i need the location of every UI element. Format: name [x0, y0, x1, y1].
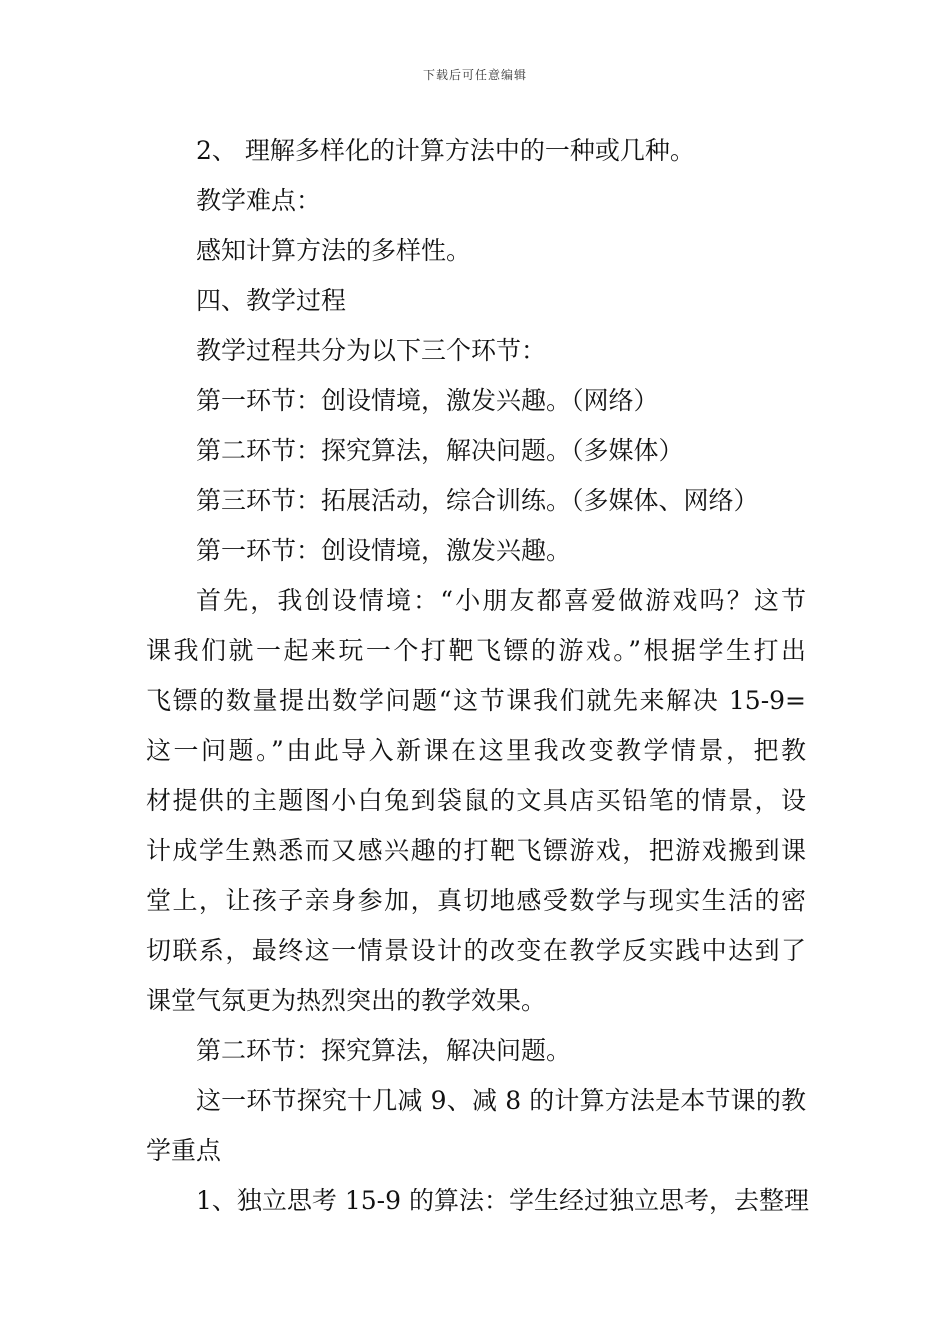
text-line: 第一环节：创设情境，激发兴趣。（网络） — [196, 386, 659, 415]
text-line: 1、独立思考 15-9 的算法：学生经过独立思考，去整理 — [196, 1186, 809, 1215]
text-line: 切联系，最终这一情景设计的改变在教学反实践中达到了 — [146, 936, 806, 965]
text-line: 飞镖的数量提出数学问题“这节课我们就先来解决 15-9= — [146, 686, 806, 715]
text-line: 课我们就一起来玩一个打靶飞镖的游戏。”根据学生打出 — [146, 636, 806, 665]
text-line: 这一环节探究十几减 9、减 8 的计算方法是本节课的教 — [196, 1086, 806, 1115]
text-line: 第二环节：探究算法，解决问题。 — [196, 1036, 572, 1065]
text-line: 这一问题。”由此导入新课在这里我改变教学情景，把教 — [146, 736, 806, 765]
text-line: 第二环节：探究算法，解决问题。（多媒体） — [196, 436, 684, 465]
text-line: 教学过程共分为以下三个环节： — [196, 336, 547, 365]
text-line: 首先，我创设情境：“小朋友都喜爱做游戏吗？这节 — [196, 586, 806, 615]
text-line: 2、 理解多样化的计算方法中的一种或几种。 — [196, 136, 695, 165]
text-line: 第三环节：拓展活动，综合训练。（多媒体、网络） — [196, 486, 759, 515]
page-header: 下载后可任意编辑 — [422, 68, 527, 82]
text-line: 教学难点： — [196, 186, 322, 215]
text-line: 计成学生熟悉而又感兴趣的打靶飞镖游戏，把游戏搬到课 — [146, 836, 806, 865]
text-line: 材提供的主题图小白兔到袋鼠的文具店买铅笔的情景，设 — [146, 786, 806, 815]
text-line: 四、教学过程 — [196, 286, 347, 315]
text-line: 学重点 — [146, 1136, 222, 1165]
text-line: 感知计算方法的多样性。 — [196, 236, 472, 265]
text-line: 第一环节：创设情境，激发兴趣。 — [196, 536, 572, 565]
text-line: 课堂气氛更为热烈突出的教学效果。 — [146, 986, 547, 1015]
text-line: 堂上，让孩子亲身参加，真切地感受数学与现实生活的密 — [146, 886, 806, 915]
